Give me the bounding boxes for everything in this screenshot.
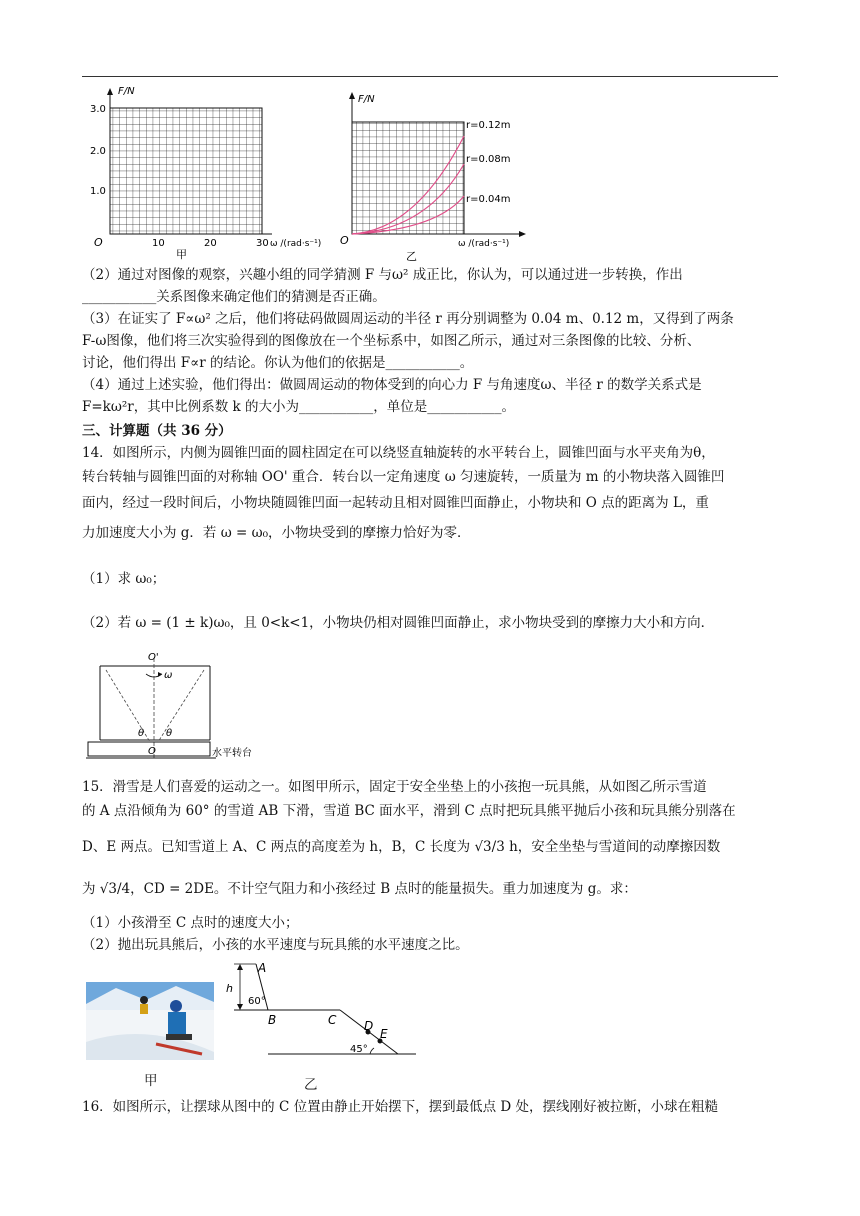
q15-fig-A: A (258, 961, 267, 975)
jia-ytick-2: 2.0 (90, 146, 106, 157)
jia-ytick-1: 1.0 (90, 186, 106, 197)
jia-origin: O (94, 236, 103, 249)
q15-fig-D: D (364, 1019, 374, 1033)
yi-caption: 乙 (406, 250, 417, 263)
q13-p3-line2: F-ω图像，他们将三次实验得到的图像放在一个坐标系中，如图乙所示，通过对三条图像的比较、分析、 (82, 333, 701, 349)
yi-x-label: ω /(rad·s⁻¹) (458, 239, 510, 249)
skier-two-icon (170, 1000, 182, 1012)
jia-xtick-30: 30 (256, 238, 269, 249)
graph-yi (336, 90, 536, 264)
jia-caption: 甲 (176, 248, 187, 260)
q15-sub1: （1）小孩滑至 C 点时的速度大小； (82, 915, 299, 931)
q13-p2-line2: ___________关系图像来确定他们的猜测是否正确。 (82, 289, 386, 305)
q15-sub2: （2）抛出玩具熊后，小孩的水平速度与玩具熊的水平速度之比。 (82, 937, 469, 953)
q13-p2-line1: （2）通过对图像的观察，兴趣小组的同学猜测 F 与ω² 成正比，你认为，可以通过进一步转换，作出 (82, 267, 683, 283)
q15-fig-C: C (328, 1013, 337, 1027)
yi-origin: O (340, 234, 349, 247)
q14-fig-omega: ω (164, 670, 173, 681)
q14-fig-theta-left: θ (138, 728, 145, 739)
skier-one-icon (140, 996, 148, 1004)
jia-xtick-20: 20 (204, 238, 217, 249)
jia-y-label: F/N (118, 86, 135, 97)
yi-curve-label-012: r=0.12m (466, 120, 511, 131)
yi-curve-label-004: r=0.04m (466, 194, 511, 205)
q13-p3-line3: 讨论，他们得出 F∝r 的结论。你认为他们的依据是___________。 (82, 355, 474, 371)
section3-heading: 三、计算题（共 36 分） (82, 423, 232, 439)
jia-xtick-10: 10 (152, 238, 165, 249)
q14-fig-theta-right: θ (166, 728, 173, 739)
q15-caption-jia: 甲 (144, 1073, 158, 1089)
q15-fig-E: E (380, 1027, 388, 1041)
q15-line2: 的 A 点沿倾角为 60° 的雪道 AB 下滑，雪道 BC 面水平，滑到 C 点时把玩具熊平抛后小孩和玩具熊分别落在 (82, 803, 736, 819)
q15-fig-h: h (226, 982, 233, 995)
jia-x-label: ω /(rad·s⁻¹) (270, 239, 322, 249)
q15-fig-60: 60° (248, 996, 266, 1007)
graph-jia (86, 84, 326, 260)
q14-line2: 转台转轴与圆锥凹面的对称轴 OO' 重合．转台以一定角速度 ω 匀速旋转，一质量为 m 的小物块落入圆锥凹 (82, 469, 725, 485)
q14-figure (86, 650, 286, 764)
q14-fig-o-bottom: O (148, 746, 156, 757)
q15-fig-45: 45° (350, 1044, 368, 1055)
yi-curve-label-008: r=0.08m (466, 154, 511, 165)
q15-fig-B: B (268, 1013, 277, 1027)
q14-line1: 14．如图所示，内侧为圆锥凹面的圆柱固定在可以绕竖直轴旋转的水平转台上，圆锥凹面与水平夹角为θ， (82, 445, 715, 461)
q14-line4: 力加速度大小为 g．若 ω = ω₀，小物块受到的摩擦力恰好为零． (82, 525, 471, 541)
jia-ytick-3: 3.0 (90, 104, 106, 115)
skier-photo (86, 982, 214, 1060)
q14-fig-platform: 水平转台 (212, 748, 252, 759)
yi-y-label: F/N (358, 94, 375, 105)
q15-caption-yi: 乙 (304, 1077, 318, 1093)
q14-sub2: （2）若 ω = (1 ± k)ω₀，且 0<k<1，小物块仍相对圆锥凹面静止，求小物块受到的摩擦力大小和方向． (82, 615, 715, 631)
q13-p4-line2: F=kω²r，其中比例系数 k 的大小为___________，单位是___________。 (82, 399, 515, 415)
q14-sub1: （1）求 ω₀； (82, 571, 166, 587)
q15-line4: 为 √3/4，CD = 2DE。不计空气阻力和小孩经过 B 点时的能量损失。重力加速度为 g。求： (82, 881, 637, 897)
q15-line3: D、E 两点。已知雪道上 A、C 两点的高度差为 h，B，C 长度为 √3/3 h，安全坐垫与雪道间的动摩擦因数 (82, 839, 721, 855)
q13-p4-line1: （4）通过上述实验，他们得出：做圆周运动的物体受到的向心力 F 与角速度ω、半径 r 的数学关系式是 (82, 377, 702, 393)
q15-line1: 15．滑雪是人们喜爱的运动之一。如图甲所示，固定于安全坐垫上的小孩抱一玩具熊，从如图乙所示雪道 (82, 779, 707, 795)
q14-line3: 面内，经过一段时间后，小物块随圆锥凹面一起转动且相对圆锥凹面静止，小物块和 O 点的距离为 L，重 (82, 495, 709, 511)
q13-p3-line1: （3）在证实了 F∝ω² 之后，他们将砝码做圆周运动的半径 r 再分别调整为 0.04 m、0.12 m，又得到了两条 (82, 311, 734, 327)
header-rule (82, 76, 778, 77)
q14-fig-o-top: O' (148, 652, 159, 663)
q15-slope-figure (220, 958, 420, 1066)
q16-line1: 16．如图所示，让摆球从图中的 C 位置由静止开始摆下，摆到最低点 D 处，摆线刚好被拉断，小球在粗糙 (82, 1099, 718, 1115)
